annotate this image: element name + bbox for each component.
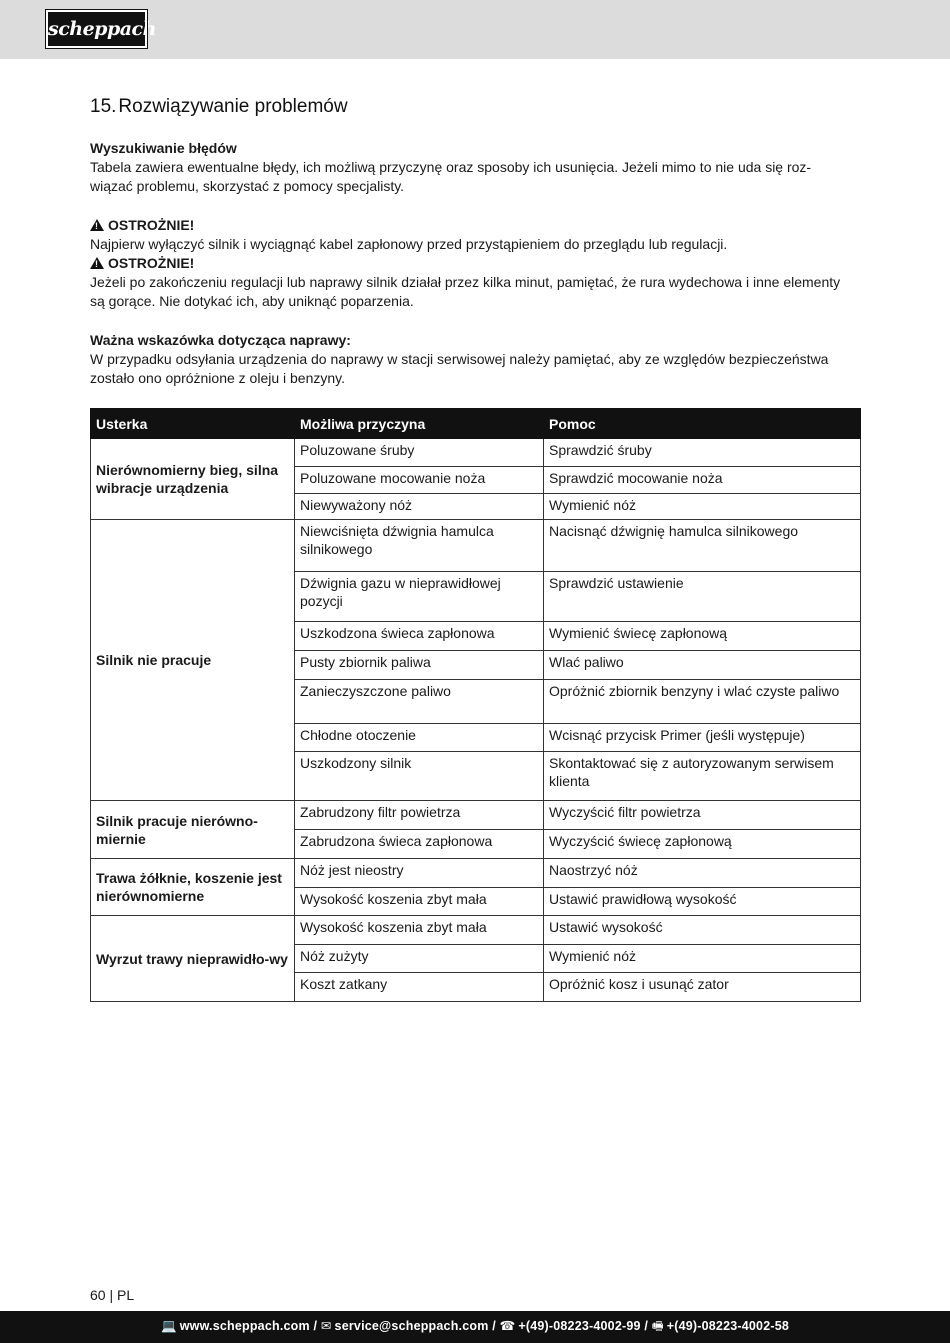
cause-cell: Uszkodzona świeca zapłonowa <box>295 622 544 651</box>
fault-cell: Silnik nie pracuje <box>91 520 295 801</box>
header-bar <box>0 0 950 59</box>
page-language: PL <box>117 1287 135 1303</box>
warning-label: OSTROŻNIE! <box>108 255 195 271</box>
cause-cell: Nóż jest nieostry <box>295 859 544 888</box>
table-row <box>91 916 861 945</box>
warning-triangle-icon <box>90 219 104 231</box>
remedy-cell: Wymienić świecę zapłonową <box>544 622 861 651</box>
cause-cell: Zabrudzony filtr powietrza <box>295 801 544 830</box>
fault-cell: Trawa żółknie, koszenie jest nierównomierne <box>91 859 295 916</box>
fault-cell: Nierównomierny bieg, silna wibracje urządzenia <box>91 439 295 520</box>
warning-triangle-icon <box>90 257 104 269</box>
repair-note-heading: Ważna wskazówka dotycząca naprawy: <box>90 332 351 348</box>
cause-cell: Dźwignia gazu w nieprawidłowej pozycji <box>295 572 544 622</box>
warning-label: OSTROŻNIE! <box>108 217 195 233</box>
footer-separator: / <box>313 1319 318 1333</box>
remedy-cell: Naostrzyć nóż <box>544 859 861 888</box>
intro-line-2: wiązać problemu, skorzystać z pomocy specjalisty. <box>90 178 405 194</box>
remedy-cell: Skontaktować się z autoryzowanym serwisem klienta <box>544 752 861 801</box>
remedy-cell: Wcisnąć przycisk Primer (jeśli występuje) <box>544 724 861 752</box>
warning-block-1 <box>90 216 860 254</box>
cause-cell: Zanieczyszczone paliwo <box>295 680 544 724</box>
cause-cell: Koszt zatkany <box>295 973 544 1002</box>
remedy-cell: Sprawdzić śruby <box>544 439 861 467</box>
fax-icon: 🖷 <box>651 1319 664 1333</box>
footer-email[interactable]: service@scheppach.com <box>334 1319 489 1333</box>
remedy-cell: Wyczyścić filtr powietrza <box>544 801 861 830</box>
cause-cell: Zabrudzona świeca zapłonowa <box>295 830 544 859</box>
section-title <box>90 96 348 118</box>
table-row <box>91 801 861 830</box>
footer-bar <box>0 1311 950 1343</box>
cause-cell: Niewyważony nóż <box>295 494 544 520</box>
remedy-cell: Wlać paliwo <box>544 651 861 680</box>
section-title-text: Rozwiązywanie problemów <box>118 96 348 117</box>
table-row <box>91 439 861 467</box>
remedy-cell: Wymienić nóż <box>544 945 861 973</box>
header-cause: Możliwa przyczyna <box>295 409 544 439</box>
intro-line-1: Tabela zawiera ewentualne błędy, ich możliwą przyczynę oraz sposoby ich usunięcia. Jeżeli mimo to nie uda się roz- <box>90 159 812 175</box>
footer-separator: / <box>644 1319 649 1333</box>
header-fault: Usterka <box>91 409 295 439</box>
intro-block <box>90 139 860 196</box>
cause-cell: Uszkodzony silnik <box>295 752 544 801</box>
page-number <box>90 1287 134 1303</box>
troubleshooting-table <box>90 408 861 1002</box>
table-header-row <box>91 409 861 439</box>
cause-cell: Wysokość koszenia zbyt mała <box>295 916 544 945</box>
page-number-separator: | <box>109 1287 114 1303</box>
remedy-cell: Wymienić nóż <box>544 494 861 520</box>
remedy-cell: Ustawić wysokość <box>544 916 861 945</box>
intro-heading: Wyszukiwanie błędów <box>90 140 237 156</box>
remedy-cell: Wyczyścić świecę zapłonową <box>544 830 861 859</box>
table-row <box>91 520 861 572</box>
warning-text-line-1: Jeżeli po zakończeniu regulacji lub naprawy silnik działał przez kilka minut, pamiętać, że rura wydechowa i inne elementy <box>90 274 841 290</box>
remedy-cell: Ustawić prawidłową wysokość <box>544 888 861 916</box>
remedy-cell: Sprawdzić mocowanie noża <box>544 467 861 494</box>
fault-cell: Wyrzut trawy nieprawidło-wy <box>91 916 295 1002</box>
computer-icon: 💻 <box>160 1319 177 1333</box>
email-icon: ✉ <box>320 1319 332 1333</box>
header-remedy: Pomoc <box>544 409 861 439</box>
scheppach-logo: scheppach <box>46 10 147 48</box>
cause-cell: Wysokość koszenia zbyt mała <box>295 888 544 916</box>
cause-cell: Pusty zbiornik paliwa <box>295 651 544 680</box>
section-number: 15. <box>90 96 117 117</box>
footer-phone: +(49)-08223-4002-99 <box>518 1319 641 1333</box>
cause-cell: Nóż zużyty <box>295 945 544 973</box>
remedy-cell: Opróżnić kosz i usunąć zator <box>544 973 861 1002</box>
repair-note-block <box>90 331 860 388</box>
fault-cell: Silnik pracuje nierówno-miernie <box>91 801 295 859</box>
remedy-cell: Opróżnić zbiornik benzyny i wlać czyste paliwo <box>544 680 861 724</box>
remedy-cell: Sprawdzić ustawienie <box>544 572 861 622</box>
table-row <box>91 859 861 888</box>
phone-icon: ☎ <box>499 1319 516 1333</box>
repair-note-line-1: W przypadku odsyłania urządzenia do naprawy w stacji serwisowej należy pamiętać, aby ze względów bezpieczeństwa <box>90 351 829 367</box>
cause-cell: Chłodne otoczenie <box>295 724 544 752</box>
footer-fax: +(49)-08223-4002-58 <box>666 1319 790 1333</box>
cause-cell: Poluzowane mocowanie noża <box>295 467 544 494</box>
warning-block-2 <box>90 254 860 311</box>
page-number-value: 60 <box>90 1287 106 1303</box>
repair-note-line-2: zostało ono opróżnione z oleju i benzyny. <box>90 370 346 386</box>
footer-separator: / <box>492 1319 496 1333</box>
warning-text: Najpierw wyłączyć silnik i wyciągnąć kabel zapłonowy przed przystąpieniem do przeglądu lub regulacji. <box>90 236 728 252</box>
cause-cell: Poluzowane śruby <box>295 439 544 467</box>
warning-text-line-2: są gorące. Nie dotykać ich, aby uniknąć poparzenia. <box>90 293 414 309</box>
cause-cell: Niewciśnięta dźwignia hamulca silnikowego <box>295 520 544 572</box>
footer-website[interactable]: www.scheppach.com <box>179 1319 310 1333</box>
remedy-cell: Nacisnąć dźwignię hamulca silnikowego <box>544 520 861 572</box>
